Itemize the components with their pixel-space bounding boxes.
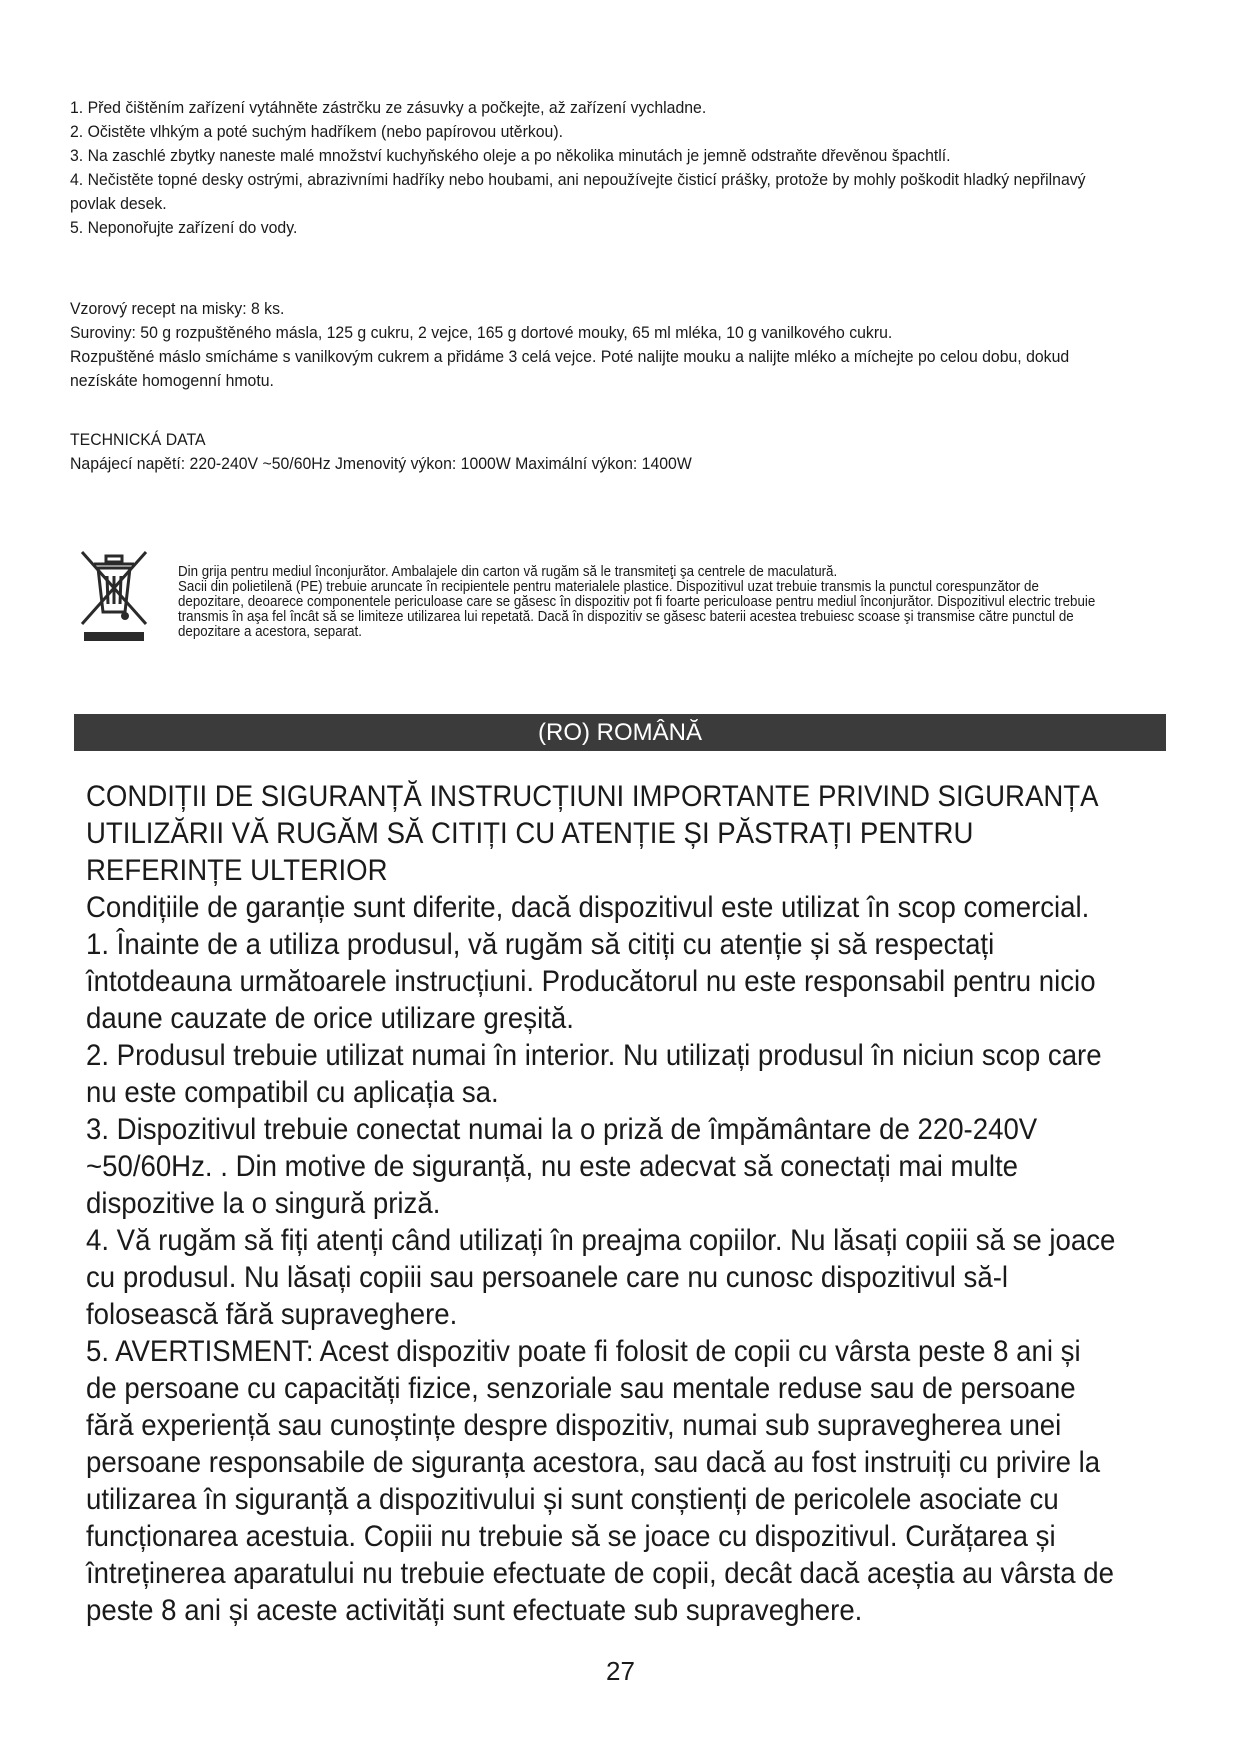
tech-section — [70, 428, 1102, 476]
ro-warranty: Condițiile de garanție sunt diferite, dacă dispozitivul este utilizat în scop comercial. — [86, 891, 1090, 924]
cleaning-item-4: 4. Nečistěte topné desky ostrými, abrazivními hadříky nebo houbami, ani nepoužívejte čisticí prášky, protože by mohly poškodit hladký nepřilnavý povlak desek. — [70, 170, 1086, 213]
recipe-title: Vzorový recept na misky: 8 ks. — [70, 299, 285, 318]
romanian-safety-section — [86, 778, 1116, 1629]
language-section-bar: (RO) ROMÂNĂ — [74, 714, 1166, 751]
cleaning-item-2: 2. Očistěte vlhkým a poté suchým hadříkem (nebo papírovou utěrkou). — [70, 122, 563, 141]
page-number: 27 — [606, 1656, 635, 1686]
cleaning-instructions — [70, 96, 1102, 240]
ro-item-2: 2. Produsul trebuie utilizat numai în interior. Nu utilizați produsul în niciun scop care nu este compatibil cu aplicația sa. — [86, 1039, 1102, 1109]
tech-heading: TECHNICKÁ DATA — [70, 430, 206, 449]
cleaning-item-5: 5. Neponořujte zařízení do vody. — [70, 218, 298, 237]
eco-line-1: Din grija pentru mediul înconjurător. Ambalajele din carton vă rugăm să le transmiteţi şa centrele de maculatură. — [178, 564, 838, 580]
ro-heading: CONDIȚII DE SIGURANȚĂ INSTRUCȚIUNI IMPORTANTE PRIVIND SIGURANȚA UTILIZĂRII VĂ RUGĂM SĂ CITIȚI CU ATENȚIE ȘI PĂSTRAȚI PENTRU REFERINȚE ULTERIOR — [86, 780, 1098, 887]
ro-item-4: 4. Vă rugăm să fiți atenți când utilizați în preajma copiilor. Nu lăsați copiii să se joace cu produsul. Nu lăsați copiii sau persoanele care nu cunosc dispozitivul să-l folosească fără supraveghere. — [86, 1224, 1116, 1331]
cleaning-item-1: 1. Před čištěním zařízení vytáhněte zástrčku ze zásuvky a počkejte, až zařízení vychladne. — [70, 98, 707, 117]
ro-item-1: 1. Înainte de a utiliza produsul, vă rugăm să citiți cu atenție și să respectați întotdeauna următoarele instrucțiuni. Producătorul nu este responsabil pentru nicio daune cauzate de orice utilizare greșită. — [86, 928, 1096, 1035]
ro-item-5: 5. AVERTISMENT: Acest dispozitiv poate fi folosit de copii cu vârsta peste 8 ani și de persoane cu capacități fizice, senzoriale sau mentale reduse sau de persoane fără experiență sau cunoștințe despre dispozitiv, numai sub supravegherea unei persoane responsabile de siguranța acestora, sau dacă au fost instruiți cu privire la utilizarea în siguranță a dispozitivului și sunt conștienți de pericolele asociate cu funcționarea acestuia. Copiii nu trebuie să se joace cu dispozitivul. Curățarea și întreținerea aparatului nu trebuie efectuate de copii, decât dacă aceștia au vârsta de peste 8 ani și aceste activități sunt efectuate sub supraveghere. — [86, 1335, 1115, 1627]
recipe-ingredients: Suroviny: 50 g rozpuštěného másla, 125 g cukru, 2 vejce, 165 g dortové mouky, 65 ml mléka, 10 g vanilkového cukru. — [70, 323, 893, 342]
cleaning-item-3: 3. Na zaschlé zbytky naneste malé množství kuchyňského oleje a po několika minutách je jemně odstraňte dřevěnou špachtlí. — [70, 146, 951, 165]
recipe-section — [70, 297, 1102, 393]
recipe-method: Rozpuštěné máslo smícháme s vanilkovým cukrem a přidáme 3 celá vejce. Poté nalijte mouku a nalijte mléko a míchejte po celou dobu, dokud nezískáte homogenní hmotu. — [70, 347, 1070, 390]
eco-line-2: Sacii din polietilenă (PE) trebuie aruncate în recipientele pentru materialele plastice. Dispozitivul uzat trebuie transmis la punctul corespunzător de depozitare, deoarece componentele periculoase care se găsesc în dispozitiv pot fi foarte periculoase pentru mediul înconjurător. Dispozitivul electric trebuie transmis în aşa fel încât să se limiteze utilizarea lui repetată. Dacă în dispozitiv se găsesc baterii acestea trebuiesc scoase şi transmise către punctul de depozitare a acestora, separat. — [178, 579, 1096, 640]
ro-item-3: 3. Dispozitivul trebuie conectat numai la o priză de împământare de 220-240V ~50/60Hz. . Din motive de siguranță, nu este adecvat să conectați mai multe dispozitive la o singură priză. — [86, 1113, 1038, 1220]
tech-specs: Napájecí napětí: 220-240V ~50/60Hz Jmenovitý výkon: 1000W Maximální výkon: 1400W — [70, 454, 692, 473]
eco-disposal-text — [178, 565, 1098, 640]
weee-crossed-bin-icon — [76, 548, 152, 644]
